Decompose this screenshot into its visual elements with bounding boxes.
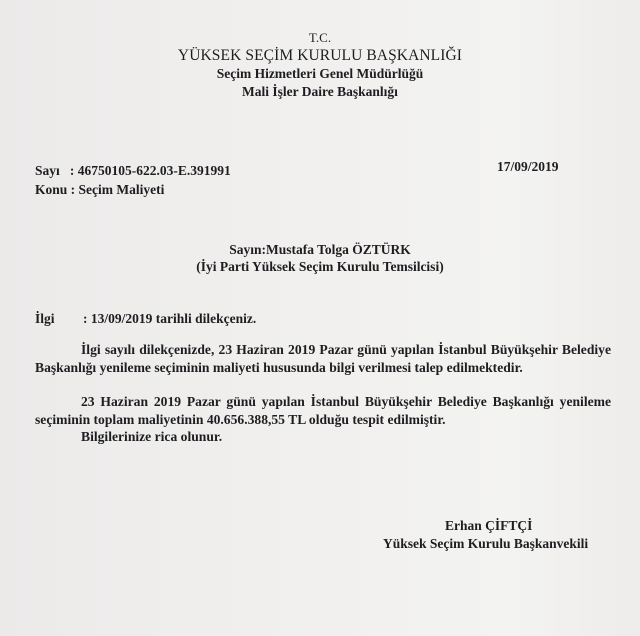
- letterhead-department: Mali İşler Daire Başkanlığı: [242, 84, 398, 99]
- document-subject: Konu : Seçim Maliyeti: [35, 182, 165, 197]
- body-paragraph-1: İlgi sayılı dilekçenizde, 23 Haziran 2019 Pazar günü yapılan İstanbul Büyükşehir Belediye Başkanlığı yenileme seçiminin maliyeti hususunda bilgi verilmesi talep edilmektedir.: [35, 342, 611, 375]
- reference-value: : 13/09/2019 tarihli dilekçeniz.: [83, 311, 257, 326]
- letterhead-directorate: Seçim Hizmetleri Genel Müdürlüğü: [216, 66, 424, 81]
- signatory-title: Yüksek Seçim Kurulu Başkanvekili: [383, 536, 589, 551]
- document-number: Sayı : 46750105-622.03-E.391991: [35, 163, 231, 178]
- signatory-name: Erhan ÇİFTÇİ: [445, 518, 533, 533]
- recipient-name: Sayın:Mustafa Tolga ÖZTÜRK: [229, 242, 411, 257]
- closing-line: Bilgilerinize rica olunur.: [81, 429, 223, 444]
- document-date: 17/09/2019: [497, 159, 559, 174]
- letterhead-country: T.C.: [308, 30, 332, 45]
- body-paragraph-2: 23 Haziran 2019 Pazar günü yapılan İstanbul Büyükşehir Belediye Başkanlığı yenileme seçiminin toplam maliyetinin 40.656.388,55 TL olduğu tespit edilmiştir.: [35, 394, 611, 427]
- letterhead-institution: YÜKSEK SEÇİM KURULU BAŞKANLIĞI: [177, 47, 463, 64]
- reference-line: [35, 311, 256, 327]
- recipient-title: (İyi Parti Yüksek Seçim Kurulu Temsilcisi): [196, 259, 444, 274]
- reference-label: İlgi: [35, 311, 55, 326]
